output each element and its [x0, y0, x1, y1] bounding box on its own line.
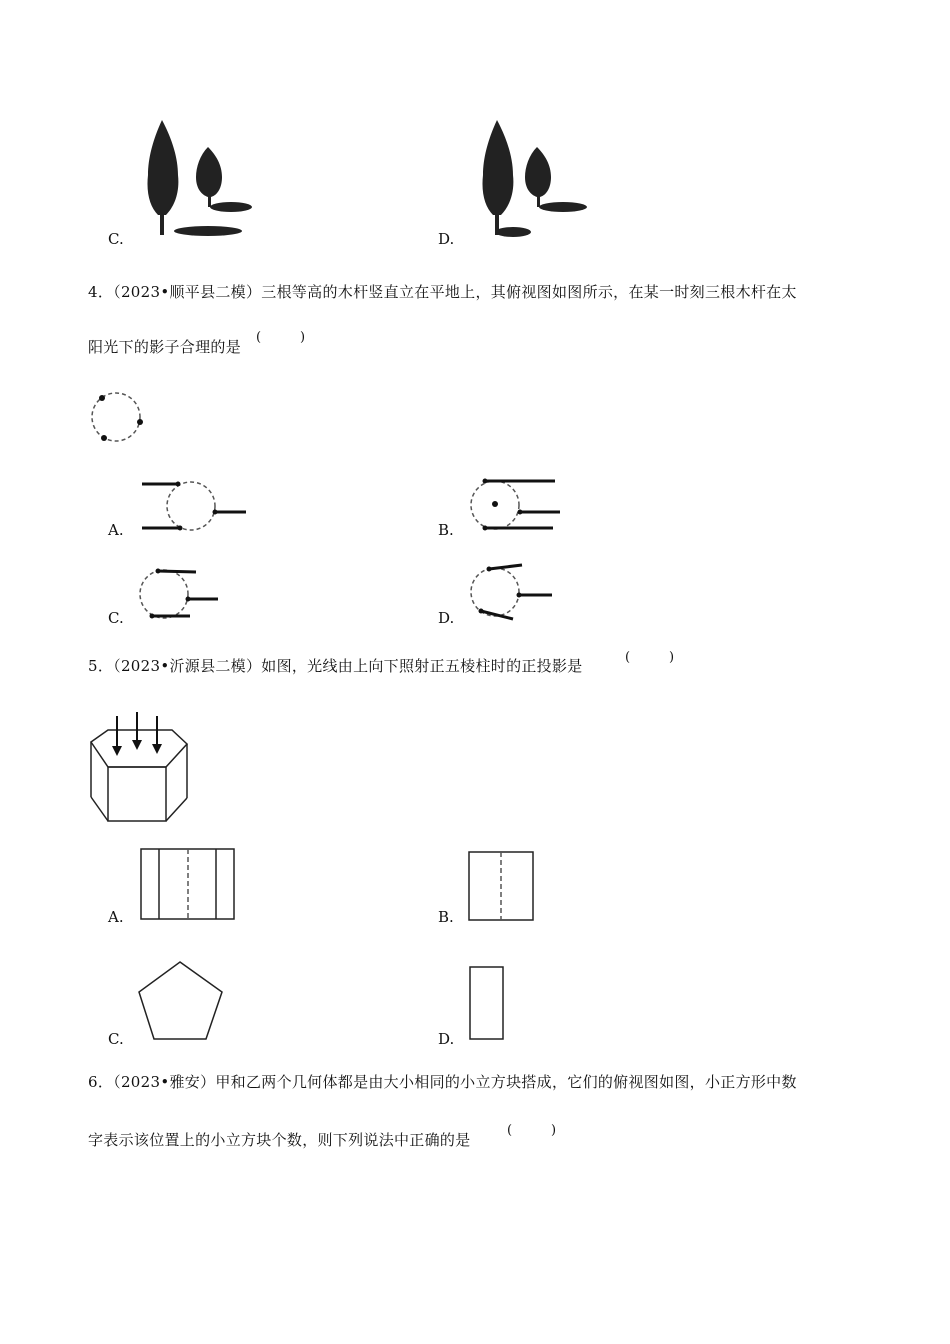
- pentagon-shape: [139, 962, 222, 1039]
- q4-stem-line1: 4．（2023•顺平县二模）三根等高的木杆竖直立在平地上，其俯视图如图所示，在某一时刻三根木杆在太: [88, 283, 797, 301]
- q4-answer-paren-close[interactable]: ): [300, 330, 306, 345]
- tall-tree-icon: [482, 120, 513, 235]
- q4-option-d-figure: [468, 562, 558, 624]
- q3-option-c-label[interactable]: C.: [108, 230, 124, 248]
- q4-option-d-label[interactable]: D.: [438, 609, 455, 627]
- q6-stem-line1: 6．（2023•雅安）甲和乙两个几何体都是由大小相同的小立方块搭成，它们的俯视图如图，小正方形中数: [88, 1073, 797, 1091]
- q4-stem-line2: 阳光下的影子合理的是: [88, 338, 242, 356]
- light-arrow-icon: [132, 712, 142, 750]
- q4-option-a-figure: [140, 478, 250, 538]
- q4-top-view-figure: [88, 388, 148, 448]
- q3-option-c-figure: [130, 115, 250, 240]
- pole-dot: [101, 435, 107, 441]
- q4-option-b-label[interactable]: B.: [438, 521, 454, 539]
- pole-dot: [99, 395, 105, 401]
- small-tree-shadow: [539, 202, 587, 212]
- small-tree-shadow: [210, 202, 252, 212]
- q5-option-d-figure: [469, 966, 506, 1042]
- q3-option-d-figure: [465, 115, 590, 240]
- tall-tree-shadow: [174, 226, 242, 236]
- q5-option-d-label[interactable]: D.: [438, 1030, 455, 1048]
- tall-tree-shadow: [495, 227, 531, 237]
- q6-answer-paren-close[interactable]: ): [551, 1123, 557, 1138]
- q4-option-c-label[interactable]: C.: [108, 609, 124, 627]
- q5-option-a-figure: [140, 848, 236, 922]
- tall-tree-icon: [147, 120, 178, 235]
- q5-answer-paren-close[interactable]: ): [669, 650, 675, 665]
- q5-option-b-figure: [468, 851, 536, 923]
- q4-option-c-figure: [138, 566, 228, 626]
- pole-dot: [137, 419, 143, 425]
- q6-stem-line2: 字表示该位置上的小立方块个数，则下列说法中正确的是: [88, 1131, 471, 1149]
- small-tree-icon: [525, 147, 551, 207]
- light-arrow-icon: [112, 716, 122, 756]
- q6-answer-paren-open[interactable]: (: [507, 1123, 513, 1138]
- q3-option-d-label[interactable]: D.: [438, 230, 455, 248]
- q5-option-c-figure: [138, 960, 226, 1042]
- q5-answer-paren-open[interactable]: (: [625, 650, 631, 665]
- q5-option-c-label[interactable]: C.: [108, 1030, 124, 1048]
- q5-stem-line1: 5．（2023•沂源县二模）如图，光线由上向下照射正五棱柱时的正投影是: [88, 657, 583, 675]
- q5-option-a-label[interactable]: A.: [108, 908, 124, 926]
- small-tree-icon: [196, 147, 222, 207]
- q5-option-b-label[interactable]: B.: [438, 908, 454, 926]
- q5-prism-figure: [88, 710, 193, 825]
- q4-answer-paren-open[interactable]: (: [256, 330, 262, 345]
- light-arrow-icon: [152, 716, 162, 754]
- q4-option-b-figure: [465, 476, 565, 536]
- q4-option-a-label[interactable]: A.: [108, 521, 124, 539]
